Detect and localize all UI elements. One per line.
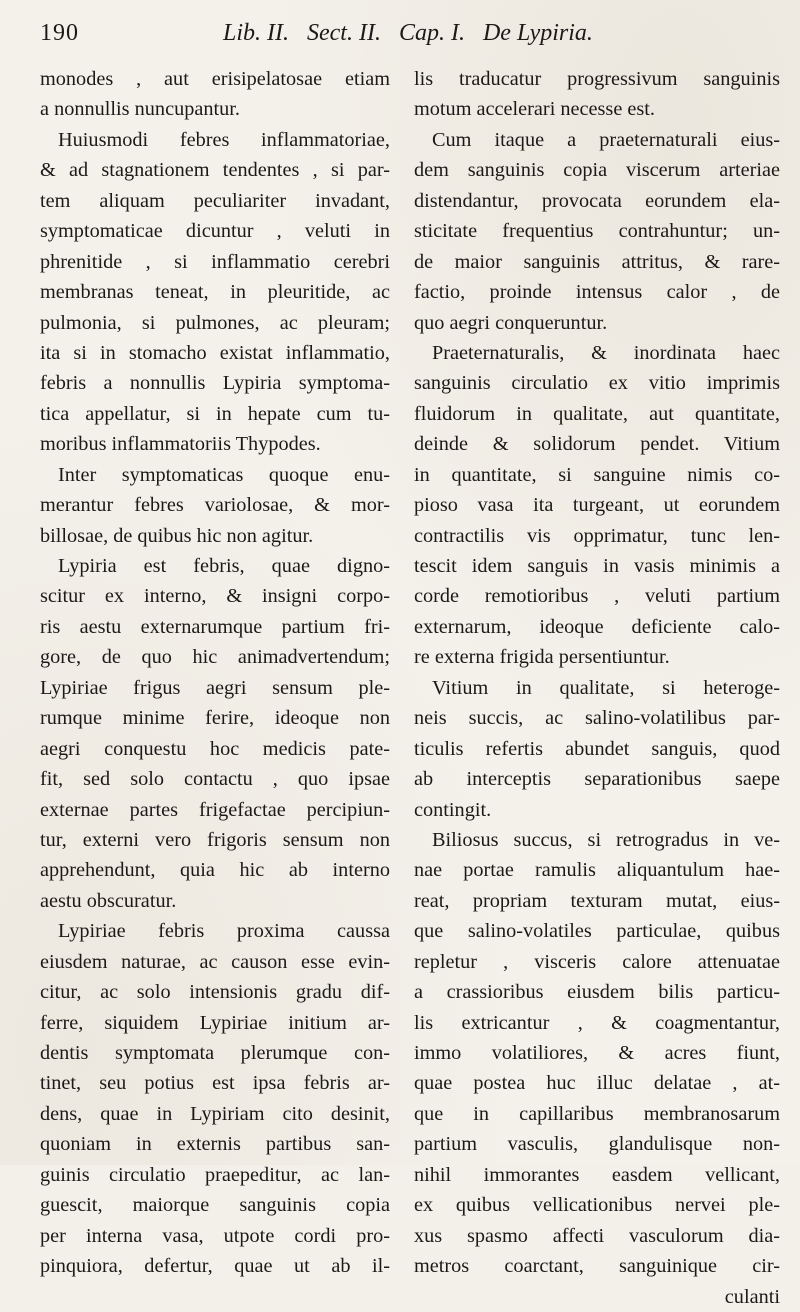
text-line: Praeternaturalis, & inordinata haec: [432, 341, 780, 364]
text-line: contractilis vis opprimatur, tunc len-: [414, 524, 780, 547]
text-line: gore, de quo hic animadvertendum;: [40, 646, 390, 669]
text-line: fit, sed solo contactu , quo ipsae: [40, 768, 390, 791]
text-line: ferre, siquidem Lypiriae initium ar-: [40, 1011, 390, 1034]
text-line: guescit, maiorque sanguinis copia: [40, 1194, 390, 1217]
text-line: rumque minime ferire, ideoque non: [40, 707, 390, 730]
text-line: fluidorum in qualitate, aut quantitate,: [414, 402, 780, 425]
text-line: de maior sanguinis attritus, & rare-: [414, 250, 780, 273]
text-line: sticitate frequentius contrahuntur; un-: [414, 220, 780, 243]
text-line: sanguinis circulatio ex vitio imprimis: [414, 372, 780, 395]
text-line: reat, propriam texturam mutat, eius-: [414, 889, 780, 912]
text-line: merantur febres variolosae, & mor-: [40, 494, 390, 517]
page-number: 190: [40, 20, 79, 46]
text-line: dem sanguinis copia viscerum arteriae: [414, 159, 780, 182]
text-line: Vitium in qualitate, si heteroge-: [432, 676, 780, 699]
text-line: factio, proinde intensus calor , de: [414, 281, 780, 304]
text-line: quo aegri conqueruntur.: [414, 311, 608, 334]
text-line: moribus inflammatoriis Thypodes.: [40, 433, 321, 456]
text-line: dens, quae in Lypiriam cito desinit,: [40, 1102, 390, 1125]
text-line: citur, ac solo intensionis gradu dif-: [40, 981, 390, 1004]
text-line: immo volatiliores, & acres fiunt,: [414, 1042, 780, 1064]
text-line: phrenitide , si inflammatio cerebri: [40, 250, 390, 273]
text-line: nihil immorantes easdem vellicant,: [414, 1163, 780, 1186]
running-head-book: Lib. II.: [223, 20, 289, 46]
text-line: febris a nonnullis Lypiria symptoma-: [40, 372, 390, 395]
text-line: membranas teneat, in pleuritide, ac: [40, 281, 390, 304]
text-line: per interna vasa, utpote cordi pro-: [40, 1224, 390, 1247]
text-line: tur, externi vero frigoris sensum non: [40, 828, 390, 851]
running-head-section: Sect. II.: [307, 20, 381, 46]
text-line: deinde & solidorum pendet. Vitium: [414, 433, 780, 456]
running-head-chapter: Cap. I.: [398, 20, 465, 46]
text-line: Huiusmodi febres inflammatoriae,: [58, 128, 390, 151]
text-line: contingit.: [414, 798, 492, 821]
text-line: lis extricantur , & coagmentantur,: [414, 1011, 780, 1034]
text-line: ita si in stomacho existat inflammatio,: [40, 341, 390, 364]
text-line: re externa frigida persentiuntur.: [414, 646, 670, 669]
text-line: externarum, ideoque deficiente calo-: [414, 615, 780, 638]
text-line: dentis symptomata plerumque con-: [40, 1042, 390, 1064]
text-line: aegri conquestu hoc medicis pate-: [40, 737, 390, 760]
running-head: [223, 20, 593, 47]
text-line: que salino-volatiles particulae, quibus: [414, 920, 780, 943]
text-line: culanti: [724, 1285, 780, 1308]
text-line: partium vasculis, glandulisque non-: [414, 1133, 780, 1156]
text-line: apprehendunt, quia hic ab interno: [40, 859, 390, 882]
text-line: Lypiriae febris proxima caussa: [58, 920, 390, 943]
text-line: ris aestu externarumque partium fri-: [40, 615, 390, 638]
text-line: motum accelerari necesse est.: [414, 98, 655, 121]
text-line: neis succis, ac salino-volatilibus par-: [414, 707, 780, 730]
text-line: & ad stagnationem tendentes , si par-: [40, 159, 390, 182]
text-line: pulmonia, si pulmones, ac pleuram;: [40, 311, 390, 334]
text-line: monodes , aut erisipelatosae etiam: [40, 68, 390, 90]
text-line: nae portae ramulis aliquantulum hae-: [414, 859, 780, 882]
text-line: que in capillaribus membranosarum: [414, 1102, 780, 1125]
text-line: pioso vasa ita turgeant, ut eorundem: [414, 494, 780, 517]
text-line: Cum itaque a praeternaturali eius-: [432, 128, 780, 151]
running-head-topic: De Lypiria.: [482, 20, 593, 46]
text-line: lis traducatur progressivum sanguinis: [414, 68, 780, 90]
text-line: tescit idem sanguis in vasis minimis a: [414, 555, 780, 577]
page-header: [40, 10, 780, 56]
text-line: symptomaticae dicuntur , veluti in: [40, 220, 390, 243]
text-line: tem aliquam peculiariter invadant,: [40, 189, 390, 212]
text-line: Lypiria est febris, quae digno-: [58, 555, 390, 577]
text-line: metros coarctant, sanguinique cir-: [414, 1255, 780, 1278]
text-line: xus spasmo affecti vasculorum dia-: [414, 1224, 780, 1247]
text-line: quoniam in externis partibus san-: [40, 1133, 390, 1156]
text-line: tinet, seu potius est ipsa febris ar-: [40, 1072, 390, 1095]
text-line: distendantur, provocata eorundem ela-: [414, 189, 780, 212]
text-line: ab interceptis separationibus saepe: [414, 768, 780, 791]
text-line: billosae, de quibus hic non agitur.: [40, 524, 314, 547]
text-line: pinquiora, defertur, quae ut ab il-: [40, 1255, 390, 1278]
text-line: guinis circulatio praepeditur, ac lan-: [40, 1163, 390, 1186]
text-line: in quantitate, si sanguine nimis co-: [414, 463, 780, 486]
text-line: aestu obscuratur.: [40, 889, 177, 912]
text-line: externae partes frigefactae percipiun-: [40, 798, 390, 821]
text-line: a crassioribus eiusdem bilis particu-: [414, 981, 780, 1004]
text-line: tica appellatur, si in hepate cum tu-: [40, 402, 390, 425]
text-line: a nonnullis nuncupantur.: [40, 98, 240, 121]
text-line: scitur ex interno, & insigni corpo-: [40, 585, 390, 608]
text-line: ex quibus vellicationibus nervei ple-: [414, 1194, 780, 1217]
text-line: Biliosus succus, si retrogradus in ve-: [432, 828, 780, 851]
right-column: [414, 64, 780, 1308]
text-line: corde remotioribus , veluti partium: [414, 585, 780, 608]
text-line: repletur , visceris calore attenuatae: [414, 950, 780, 973]
text-line: Lypiriae frigus aegri sensum ple-: [40, 676, 390, 699]
text-line: ticulis refertis abundet sanguis, quod: [414, 737, 780, 760]
text-line: eiusdem naturae, ac causon esse evin-: [40, 950, 390, 973]
text-line: quae postea huc illuc delatae , at-: [414, 1072, 780, 1095]
text-columns: [40, 64, 780, 1308]
left-column: [40, 64, 390, 1278]
text-line: Inter symptomaticas quoque enu-: [58, 463, 390, 486]
